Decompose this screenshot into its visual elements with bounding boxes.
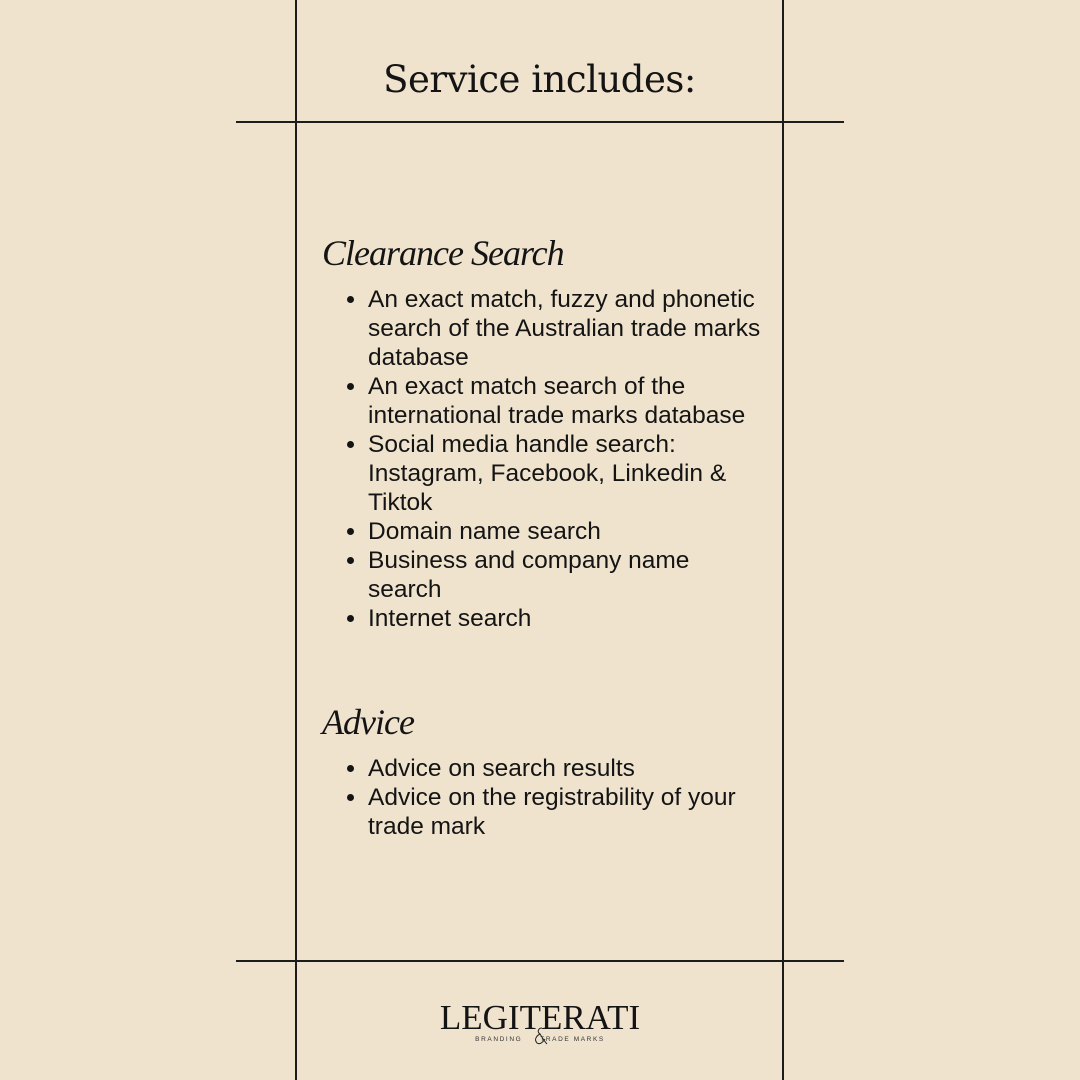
advice-heading: Advice (322, 702, 414, 742)
frame-line-top (236, 121, 844, 123)
logo-wordmark: LEGITERATI (439, 998, 641, 1037)
logo-tagline (420, 1036, 660, 1043)
logo-tag-trade-marks: TRADE MARKS (540, 1036, 605, 1043)
list-item: • Business and company name search (368, 546, 762, 604)
list-item: • An exact match, fuzzy and phonetic search of the Australian trade marks database (368, 285, 762, 372)
clearance-search-list (322, 285, 762, 633)
list-item: • An exact match search of the international trade marks database (368, 372, 762, 430)
list-item: • Domain name search (368, 517, 762, 546)
list-item: • Advice on search results (368, 754, 762, 783)
list-item: • Social media handle search: Instagram, Facebook, Linkedin & Tiktok (368, 430, 762, 517)
list-item: • Internet search (368, 604, 762, 633)
brand-logo (420, 1000, 660, 1043)
ampersand-flourish-icon (532, 1026, 548, 1046)
frame-line-right (782, 0, 784, 1080)
frame-line-left (295, 0, 297, 1080)
advice-list (322, 754, 762, 841)
frame-line-bottom (236, 960, 844, 962)
clearance-search-heading: Clearance Search (322, 233, 564, 273)
list-item: • Advice on the registrability of your trade mark (368, 783, 762, 841)
logo-tag-branding: BRANDING (475, 1036, 523, 1043)
page-title: Service includes: (383, 58, 696, 101)
